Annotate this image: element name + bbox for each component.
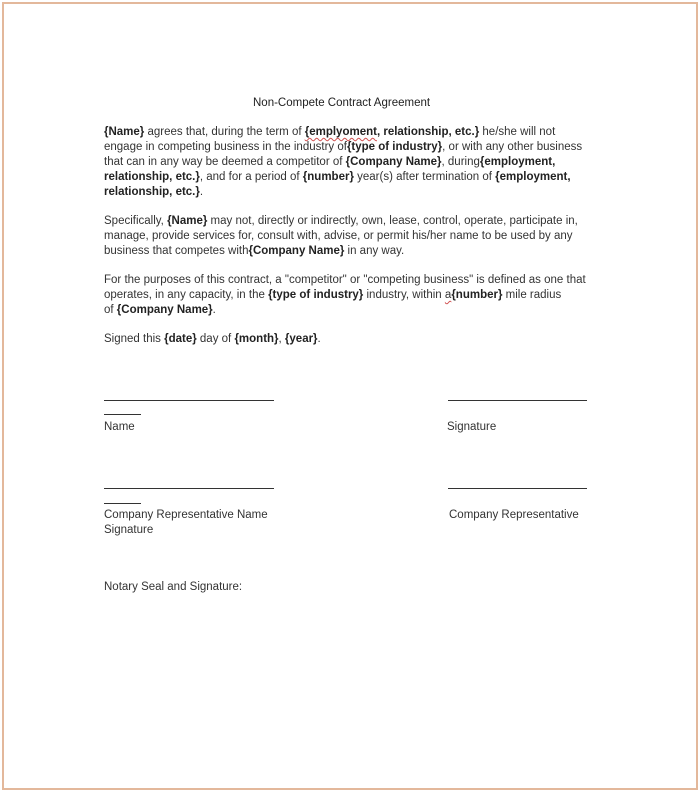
paragraph-1-line-3: that can in any way be deemed a competitor of {Company Name}, during{employment, (104, 156, 556, 168)
paragraph-1-line-4: relationship, etc.}, and for a period of {number} year(s) after termination of {employment, (104, 171, 571, 183)
company-rep-name-label-signature: Signature (104, 524, 154, 536)
placeholder-date: {date} (164, 333, 197, 345)
paragraph-1-line-5: relationship, etc.}. (104, 186, 204, 198)
placeholder-year: {year} (284, 333, 318, 345)
placeholder-company-name: {Company Name} (116, 304, 213, 316)
placeholder-number: {number} (451, 289, 503, 301)
signature-line (448, 400, 587, 401)
paragraph-1-line-2: engage in competing business in the industry of{type of industry}, or with any other business (104, 141, 583, 153)
name-signature-line-wrap (104, 414, 141, 415)
company-rep-label: Company Representative (449, 509, 579, 521)
placeholder-month: {month} (234, 333, 279, 345)
name-label: Name (104, 421, 135, 433)
paragraph-3-line-2: operates, in any capacity, in the {type of industry} industry, within a{number} mile radius (104, 289, 562, 301)
paragraph-1-line-1: {Name} agrees that, during the term of {emplyoment, relationship, etc.} he/she will not (104, 126, 556, 138)
placeholder-employment: {employment, (479, 156, 556, 168)
placeholder-name: {Name} (167, 215, 208, 227)
paragraph-2-line-1: Specifically, {Name} may not, directly or indirectly, own, lease, control, operate, participate in, (104, 215, 578, 227)
paragraph-3-line-3: of {Company Name}. (104, 304, 216, 316)
placeholder-type-of-industry: {type of industry} (268, 289, 364, 301)
placeholder-company-name: {Company Name} (248, 245, 345, 257)
placeholder-type-of-industry: {type of industry} (346, 141, 443, 153)
placeholder-employment: {employment, (495, 171, 571, 183)
placeholder-number: {number} (302, 171, 354, 183)
company-rep-name-label: Company Representative Name (104, 509, 268, 521)
paragraph-3-line-1: For the purposes of this contract, a "competitor" or "competing business" is defined as one that (104, 274, 586, 286)
document (4, 4, 696, 788)
placeholder-company-name: {Company Name} (345, 156, 442, 168)
placeholder-employment: {emplyoment (304, 126, 377, 138)
placeholder-name: {Name} (104, 126, 145, 138)
notary-seal-label: Notary Seal and Signature: (104, 581, 243, 593)
company-rep-name-signature-line-wrap (104, 503, 141, 504)
signature-label: Signature (447, 421, 497, 433)
name-signature-line (104, 400, 274, 401)
document-title: Non-Compete Contract Agreement (253, 97, 431, 109)
company-rep-name-signature-line (104, 488, 274, 489)
paragraph-2-line-3: business that competes with{Company Name} in any way. (104, 245, 405, 257)
company-rep-signature-line (448, 488, 587, 489)
paragraph-2-line-2: manage, provide services for, consult with, advise, or permit his/her name to be used by any (104, 230, 573, 242)
signed-date-line: Signed this {date} day of {month}, {year}. (104, 333, 321, 345)
page-frame (2, 2, 698, 790)
